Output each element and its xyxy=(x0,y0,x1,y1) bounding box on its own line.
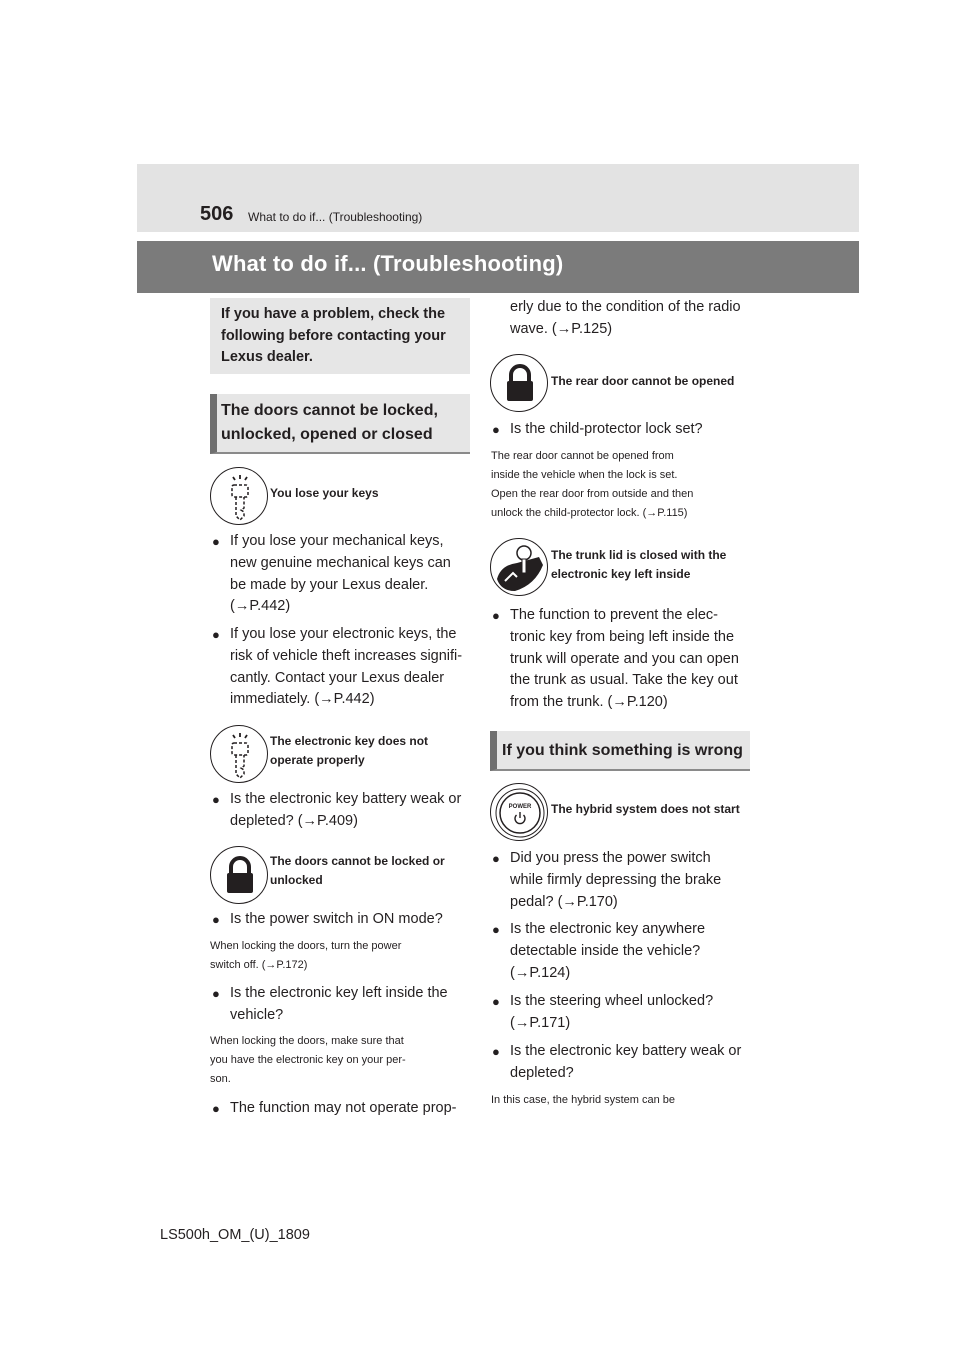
note-key-on-person: When locking the doors, make sure that you have the electronic key on your per- son. xyxy=(210,1035,406,1085)
footer-doc-id: LS500h_OM_(U)_1809 xyxy=(160,1227,310,1243)
header-band xyxy=(137,164,859,232)
note-turn-off: When locking the doors, turn the power switch off. (→P.172) xyxy=(210,940,402,971)
running-title: What to do if... (Troubleshooting) xyxy=(248,210,423,224)
label-rear-door: The rear door cannot be opened xyxy=(551,374,735,388)
label-doors-lock: The doors cannot be locked or unlocked xyxy=(270,854,445,887)
bullet-dot: ● xyxy=(212,792,220,807)
bullet-power-switch-on: ● Is the power switch in ON mode? xyxy=(212,909,472,933)
label-hybrid-not-start: The hybrid system does not start xyxy=(551,802,740,816)
bullet-battery-weak-hybrid: ● Is the electronic key battery weak or depleted? xyxy=(492,1043,742,1081)
bullet-child-lock: ● Is the child-protector lock set? xyxy=(492,419,760,443)
bullet-lose-mechanical: ● If you lose your mechanical keys, new genuine mechanical keys can be made by your Lexus dealer. (→P.442) xyxy=(212,533,451,615)
power-label: POWER xyxy=(508,804,532,810)
bullet-dot: ● xyxy=(492,1044,500,1059)
bullet-steering-unlocked: ● Is the steering wheel unlocked? (→P.171) xyxy=(492,993,714,1031)
label-lose-keys: You lose your keys xyxy=(270,486,379,500)
label-key-not-operate: The electronic key does not operate properly xyxy=(270,734,429,767)
note-child-lock: The rear door cannot be opened from inside the vehicle when the lock is set. Open the rear door from outside and then unlock the child-protector lock. (→P.115) xyxy=(491,450,694,519)
bullet-dot: ● xyxy=(492,994,500,1009)
bullet-dot: ● xyxy=(492,422,500,437)
bullet-lose-electronic: ● If you lose your electronic keys, the risk of vehicle theft increases signifi- cantly. Contact your Lexus dealer immediately. (→P.442) xyxy=(212,626,463,708)
bullet-dot: ● xyxy=(212,627,220,642)
bullet-key-left-inside: ● Is the electronic key left inside the vehicle? xyxy=(212,985,448,1023)
section-title-wrong: If you think something is wrong xyxy=(502,742,743,759)
bullet-dot: ● xyxy=(492,608,500,623)
page-number: 506 xyxy=(200,203,234,225)
electronic-key-icon xyxy=(210,725,268,783)
power-switch-icon xyxy=(490,783,548,841)
bullet-dot: ● xyxy=(212,912,220,927)
section-title-doors: The doors cannot be locked, unlocked, opened or closed xyxy=(221,402,438,443)
bullet-radio-wave-cont: erly due to the condition of the radio wave. (→P.125) xyxy=(510,299,741,337)
intro-text: If you have a problem, check the following before contacting your Lexus dealer. xyxy=(221,306,446,365)
mechanical-key-icon xyxy=(210,467,268,525)
bullet-trunk-function: ● The function to prevent the elec- tronic key from being left inside the trunk will operate and you can open the trunk as usual. Take the key out from the trunk. (→P.120) xyxy=(492,607,739,711)
bullet-dot: ● xyxy=(212,1101,220,1116)
bullet-dot: ● xyxy=(212,534,220,549)
bullet-dot: ● xyxy=(492,851,500,866)
note-hybrid-start: In this case, the hybrid system can be xyxy=(491,1094,676,1106)
bullet-key-detectable: ● Is the electronic key anywhere detectable inside the vehicle? (→P.124) xyxy=(492,921,706,981)
lock-icon xyxy=(210,846,268,904)
bullet-power-switch-brake: ● Did you press the power switch while firmly depressing the brake pedal? (→P.170) xyxy=(492,850,722,910)
label-trunk: The trunk lid is closed with the electronic key left inside xyxy=(551,548,727,581)
bullet-radio-wave: ● The function may not operate prop- xyxy=(212,1098,472,1122)
page-title: What to do if... (Troubleshooting) xyxy=(212,251,564,276)
bullet-dot: ● xyxy=(492,922,500,937)
bullet-dot: ● xyxy=(212,986,220,1001)
bullet-battery-weak: ● Is the electronic key battery weak or depleted? (→P.409) xyxy=(212,791,462,829)
lock-icon-rear xyxy=(490,354,548,412)
trunk-key-icon xyxy=(490,538,548,596)
